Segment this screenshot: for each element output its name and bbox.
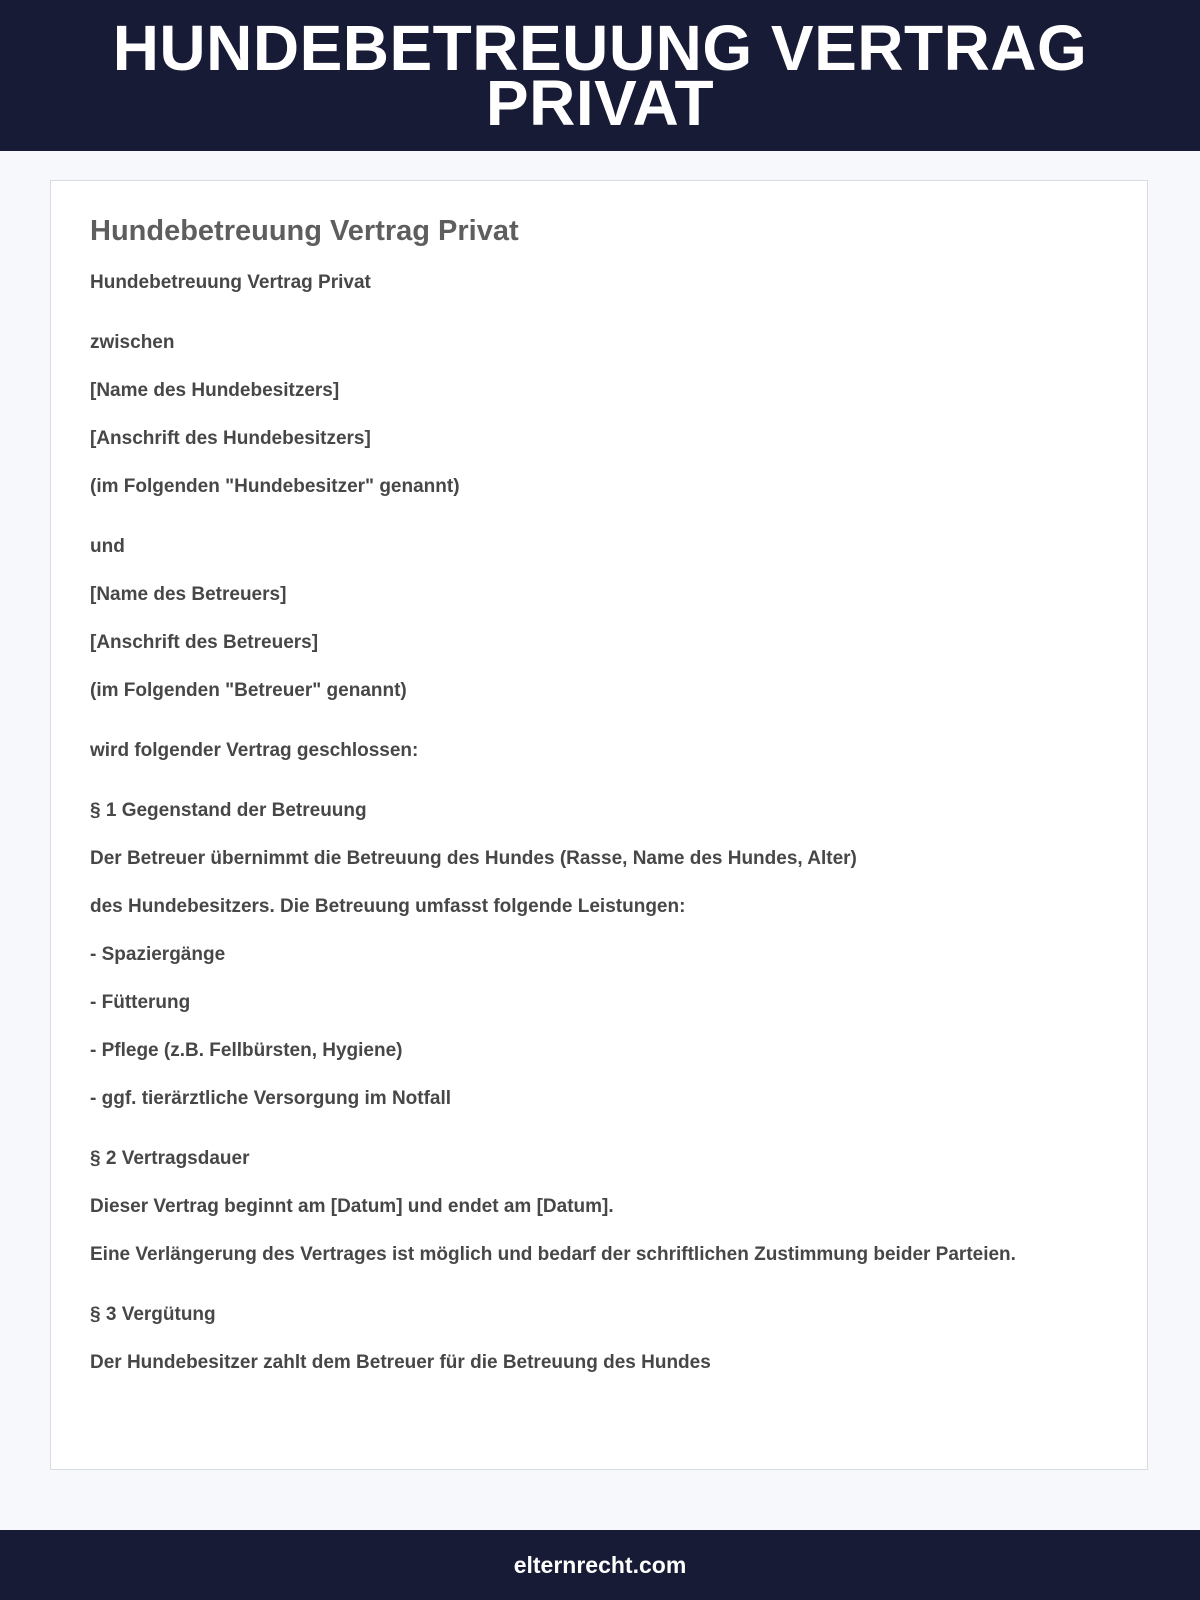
section-heading: § 3 Vergütung — [90, 1304, 216, 1325]
document-body — [90, 271, 1110, 1375]
page-header — [0, 0, 1200, 151]
list-item: - Fütterung — [90, 992, 191, 1013]
list-item: - Spaziergänge — [90, 944, 226, 965]
document-line: Dieser Vertrag beginnt am [Datum] und endet am [Datum]. — [90, 1196, 614, 1217]
document-line: [Name des Betreuers] — [90, 584, 287, 605]
list-item: - ggf. tierärztliche Versorgung im Notfall — [90, 1088, 452, 1109]
document-title: Hundebetreuung Vertrag Privat — [90, 215, 519, 247]
document-line: [Anschrift des Betreuers] — [90, 632, 319, 653]
section-heading: § 2 Vertragsdauer — [90, 1148, 250, 1169]
document-line: (im Folgenden "Betreuer" genannt) — [90, 680, 407, 701]
document-line: Der Hundebesitzer zahlt dem Betreuer für die Betreuung des Hundes — [90, 1352, 711, 1373]
document-line: [Name des Hundebesitzers] — [90, 380, 340, 401]
document-line: [Anschrift des Hundebesitzers] — [90, 428, 371, 449]
document-line: Hundebetreuung Vertrag Privat — [90, 272, 371, 293]
page-footer — [0, 1530, 1200, 1600]
document-card — [50, 180, 1148, 1470]
document-line: wird folgender Vertrag geschlossen: — [90, 740, 419, 761]
document-line: und — [90, 536, 125, 557]
page-title: HUNDEBETREUUNG VERTRAG PRIVAT — [112, 11, 1088, 139]
document-line: Der Betreuer übernimmt die Betreuung des Hundes (Rasse, Name des Hundes, Alter) — [90, 848, 857, 869]
document-line: zwischen — [90, 332, 175, 353]
list-item: - Pflege (z.B. Fellbürsten, Hygiene) — [90, 1040, 403, 1061]
document-line: (im Folgenden "Hundebesitzer" genannt) — [90, 476, 460, 497]
section-heading: § 1 Gegenstand der Betreuung — [90, 800, 367, 821]
footer-site-name: elternrecht.com — [513, 1551, 687, 1578]
document-line: des Hundebesitzers. Die Betreuung umfasst folgende Leistungen: — [90, 896, 686, 917]
document-line: Eine Verlängerung des Vertrages ist möglich und bedarf der schriftlichen Zustimmung beider Parteien. — [90, 1244, 1016, 1265]
